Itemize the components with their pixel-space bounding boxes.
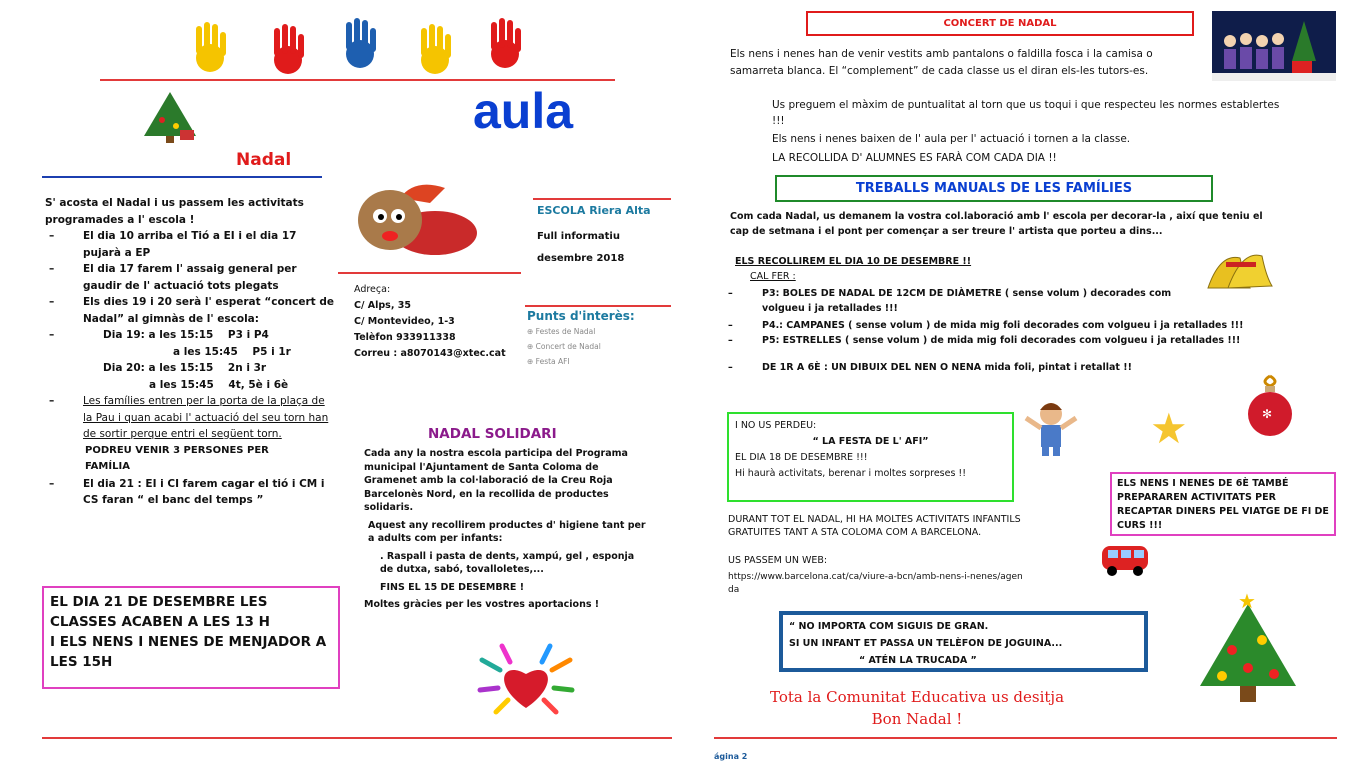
christmas-tree-icon (140, 90, 200, 145)
paragraph: FINS EL 15 DE DESEMBRE ! (380, 581, 525, 593)
divider (100, 79, 615, 81)
newsletter-date: desembre 2018 (537, 253, 625, 264)
solidari-title: NADAL SOLIDARI (428, 426, 557, 442)
points-list (527, 324, 601, 369)
highlight-line: I ELS NENS I NENES DE MENJADOR A LES 15H (50, 634, 327, 670)
solidari-body (364, 447, 650, 612)
afi-date: EL DIA 18 DE DESEMBRE !!! (735, 452, 868, 463)
newsletter-subtitle: Full informatiu (537, 231, 620, 242)
phone: Telèfon 933911338 (354, 332, 456, 343)
list-item (45, 327, 335, 344)
bells-image (1200, 248, 1275, 294)
address-line: C/ Montevideo, 1-3 (354, 316, 455, 327)
email-link[interactable]: Correu : a8070143@xtec.cat (354, 348, 506, 359)
treballs-title: TREBALLS MANUALS DE LES FAMÍLIES (775, 175, 1213, 202)
concert-details (772, 98, 1292, 166)
point-label: Festa AFI (535, 357, 570, 366)
afi-line: I NO US PERDEU: (735, 420, 817, 431)
web-label: US PASSEM UN WEB: (728, 555, 828, 566)
list-item: – El dia 21 : EI i CI farem cagar el tió i CM i CS faran “ el banc del temps ” (45, 476, 335, 509)
schedule-line: a les 15:45 P5 i 1r (173, 345, 291, 358)
page-number: ágina 2 (714, 752, 748, 761)
sixth-grade-box: ELS NENS I NENES DE 6È TAMBÉ PREPARAREN ACTIVITATS PER RECAPTAR DINERS PEL VIATGE DE FI DE CURS !!! (1110, 472, 1336, 536)
divider (338, 272, 521, 274)
concert-title: CONCERT DE NADAL (806, 11, 1194, 36)
school-name: ESCOLA Riera Alta (537, 204, 651, 217)
paragraph: Us preguem el màxim de puntualitat al torn que us toqui i que respecteu les normes establertes !!! (772, 99, 1280, 127)
list-item: – Els dies 19 i 20 serà l' esperat “concert de Nadal” al gimnàs de l' escola: (45, 294, 335, 327)
divider (42, 737, 672, 739)
schedule-line: Dia 19: a les 15:15 P3 i P4 (103, 329, 269, 341)
highlight-line: EL DIA 21 DE DESEMBRE LES CLASSES ACABEN A LES 13 H (50, 594, 270, 630)
task-item: – P3: BOLES DE NADAL DE 12CM DE DIÀMETRE ( sense volum ) decorades com volgueu i ja retallades !!! (724, 286, 1194, 316)
hands-decoration (180, 18, 540, 78)
ornament-image (1240, 372, 1300, 442)
cal-fer-label: CAL FER : (750, 271, 796, 282)
highlight-box (42, 586, 340, 689)
point-item[interactable]: ⊕ Concert de Nadal (527, 342, 601, 351)
divider (714, 737, 1337, 739)
task-item: – P4.: CAMPANES ( sense volum ) de mida mig foli decorades com volgueu i ja retallades !!! (724, 318, 1284, 333)
paragraph: Aquest any recollirem productes d' higiene tant per a adults com per infants: (368, 519, 646, 544)
activities-content (45, 195, 335, 509)
bus-image (1100, 540, 1150, 578)
star-image: ★ (1150, 404, 1188, 453)
greeting-line: Bon Nadal ! (871, 710, 963, 728)
section-title: Nadal (236, 150, 292, 170)
intro-text: S' acosta el Nadal i us passem les activitats programades a l' escola ! (45, 197, 304, 226)
afi-box (727, 412, 1014, 502)
quote-line: “ ATÉN LA TRUCADA ” (859, 655, 977, 666)
divider (525, 305, 671, 307)
greeting (752, 686, 1082, 730)
svg-text:✻: ✻ (1262, 407, 1273, 421)
christmas-tree-image (1192, 590, 1304, 708)
persons-note: PODREU VENIR 3 PERSONES PER FAMÍLIA (85, 444, 269, 472)
quote-line: “ NO IMPORTA COM SIGUIS DE GRAN. (789, 621, 989, 632)
carolers-image (1212, 11, 1336, 81)
point-label: Festes de Nadal (535, 327, 596, 336)
divider (533, 198, 671, 200)
masthead-title: aula (473, 83, 574, 139)
address-block (354, 282, 506, 362)
paragraph: Moltes gràcies per les vostres aportacions ! (364, 599, 600, 610)
tasks-list (724, 286, 1284, 375)
paragraph: Cada any la nostra escola participa del Programa municipal l'Ajuntament de Santa Coloma de Gramenet amb la col·laboració de la Creu Roja Barcelonès Nord, en la recollida de productes solidaris. (364, 448, 628, 513)
greeting-line: Tota la Comunitat Educativa us desitja (769, 688, 1065, 706)
treballs-intro: Com cada Nadal, us demanem la vostra col.laboració amb l' escola per decorar-la , així que teniu el cap de setmana i el pont per començar a ser treure l' artista que porteu a dins... (730, 211, 1263, 237)
paragraph: LA RECOLLIDA D' ALUMNES ES FARÀ COM CADA DIA !! (772, 151, 1057, 164)
tio-image (350, 178, 480, 258)
collect-date: ELS RECOLLIREM EL DIA 10 DE DESEMBRE !! (735, 256, 972, 267)
schedule-line: Dia 20: a les 15:15 2n i 3r (103, 362, 267, 374)
task-item: – DE 1R A 6È : UN DIBUIX DEL NEN O NENA mida foli, pintat i retallat !! (724, 360, 1284, 375)
web-link[interactable]: https://www.barcelona.cat/ca/viure-a-bcn/amb-nens-i-nenes/agenda (728, 572, 1023, 595)
list-item: – El dia 10 arriba el Tió a EI i el dia 17 pujarà a EP (45, 228, 335, 261)
point-item[interactable]: ⊕ Festa AFI (527, 357, 570, 366)
schedule-line: a les 15:45 4t, 5è i 6è (149, 378, 289, 391)
heart-hands-image (472, 640, 580, 720)
points-title: Punts d'interès: (527, 309, 635, 323)
point-item[interactable]: ⊕ Festes de Nadal (527, 327, 596, 336)
activities-note: DURANT TOT EL NADAL, HI HA MOLTES ACTIVITATS INFANTILS GRATUITES TANT A STA COLOMA COM A BARCELONA. (728, 514, 1021, 538)
boy-image (1022, 400, 1080, 460)
list-item: – El dia 17 farem l' assaig general per gaudir de l' actuació tots plegats (45, 261, 335, 294)
quote-line: SI UN INFANT ET PASSA UN TELÈFON DE JOGUINA... (789, 638, 1063, 649)
paragraph: Els nens i nenes baixen de l' aula per l' actuació i tornen a la classe. (772, 133, 1131, 145)
quote-box (779, 611, 1148, 672)
afi-line: Hi haurà activitats, berenar i moltes sorpreses !! (735, 468, 967, 479)
concert-p1: Els nens i nenes han de venir vestits amb pantalons o faldilla fosca i la camisa o samarreta blanca. El “complement” de cada classe us el diran els-les tutors-es. (730, 48, 1153, 77)
point-label: Concert de Nadal (535, 342, 601, 351)
task-item: – P5: ESTRELLES ( sense volum ) de mida mig foli decorades com volgueu i ja retallades !!! (724, 333, 1284, 348)
address-label: Adreça: (354, 284, 391, 295)
paragraph: . Raspall i pasta de dents, xampú, gel , esponja de dutxa, sabó, tovalloletes,... (380, 550, 635, 575)
svg-text:★: ★ (1238, 590, 1256, 613)
divider (42, 176, 322, 178)
afi-event: “ LA FESTA DE L' AFI” (812, 436, 929, 447)
families-note: – Les famílies entren per la porta de la plaça de la Pau i quan acabi l' actuació del seu torn han de sortir perque entri el següent torn. (45, 393, 335, 443)
address-line: C/ Alps, 35 (354, 300, 411, 311)
